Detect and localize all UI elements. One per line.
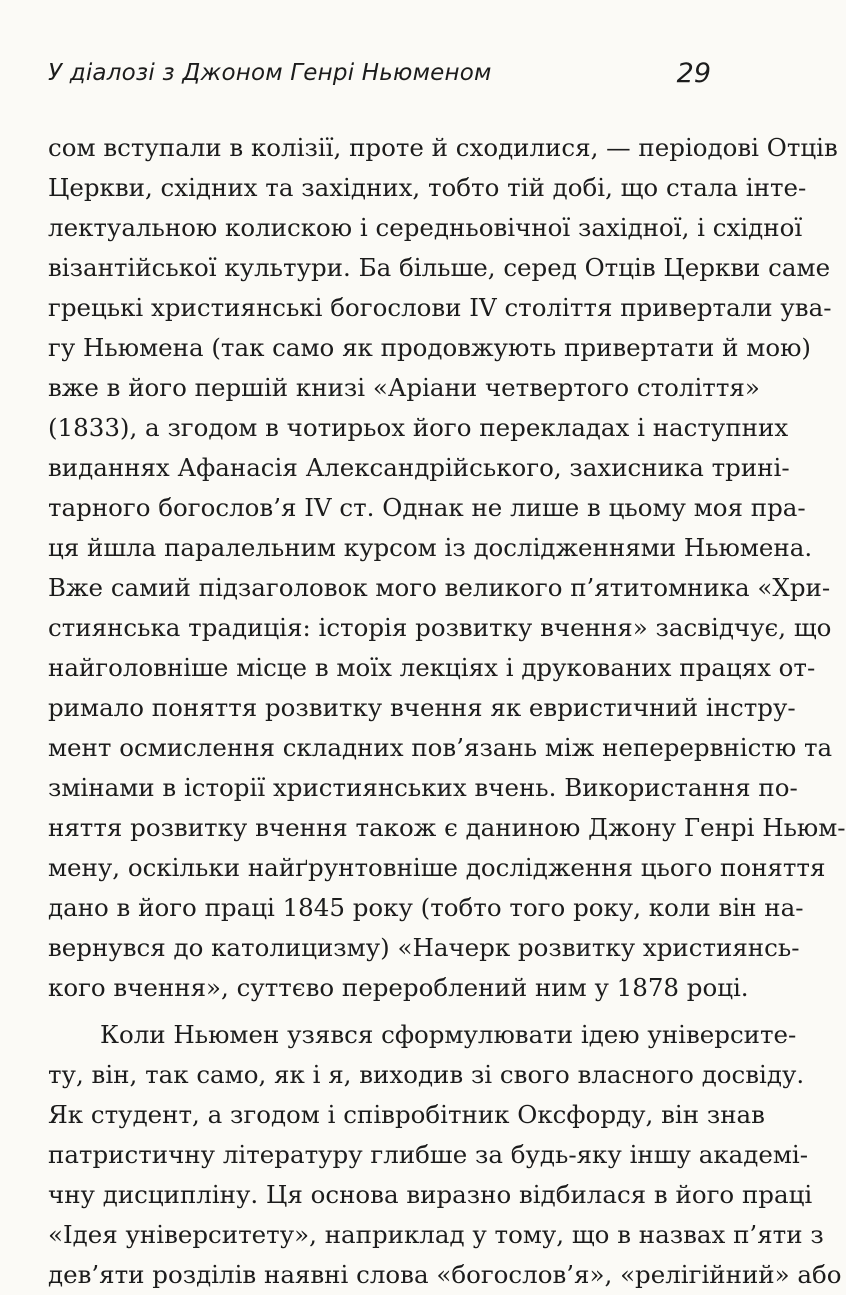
text-line: змінами в історії християнських вчень. Використання по- bbox=[48, 773, 798, 802]
text-line: няття розвитку вчення також є даниною Джону Генрі Ньюм- bbox=[48, 813, 846, 842]
text-line: сом вступали в колізії, проте й сходилися, — періодові Отців bbox=[48, 133, 838, 162]
text-line: Як студент, а згодом і співробітник Оксфорду, він знав bbox=[48, 1100, 765, 1129]
text-line: «Ідея університету», наприклад у тому, що в назвах п’яти з bbox=[48, 1220, 824, 1249]
text-line: чну дисципліну. Ця основа виразно відбилася в його праці bbox=[48, 1180, 813, 1209]
text-line: лектуальною колискою і середньовічної західної, і східної bbox=[48, 213, 803, 242]
text-line: стиянська традиція: історія розвитку вчення» засвідчує, що bbox=[48, 613, 832, 642]
text-line: (1833), а згодом в чотирьох його перекладах і наступних bbox=[48, 413, 789, 442]
text-line: кого вчення», суттєво перероблений ним у 1878 році. bbox=[48, 973, 749, 1002]
text-line: Церкви, східних та західних, тобто тій добі, що стала інте- bbox=[48, 173, 807, 202]
text-line: вернувся до католицизму) «Начерк розвитку християнсь- bbox=[48, 933, 800, 962]
text-line: дано в його праці 1845 року (тобто того року, коли він на- bbox=[48, 893, 804, 922]
text-line: римало поняття розвитку вчення як евристичний інстру- bbox=[48, 693, 796, 722]
page-number: 29 bbox=[676, 58, 711, 89]
running-title: У діалозі з Джоном Генрі Ньюменом bbox=[48, 60, 492, 86]
text-line: патристичну літературу глибше за будь-яку іншу академі- bbox=[48, 1140, 809, 1169]
text-line: виданнях Афанасія Александрійського, захисника трині- bbox=[48, 453, 790, 482]
text-line: мену, оскільки найґрунтовніше дослідження цього поняття bbox=[48, 853, 826, 882]
text-line: Коли Ньюмен узявся сформулювати ідею університе- bbox=[100, 1020, 797, 1049]
text-line: дев’яти розділів наявні слова «богослов’я», «релігійний» або bbox=[48, 1260, 842, 1289]
text-line: тарного богослов’я IV ст. Однак не лише в цьому моя пра- bbox=[48, 493, 806, 522]
text-line: ту, він, так само, як і я, виходив зі свого власного досвіду. bbox=[48, 1060, 805, 1089]
text-line: вже в його першій книзі «Аріани четвертого століття» bbox=[48, 373, 760, 402]
text-line: ця йшла паралельним курсом із дослідженнями Ньюмена. bbox=[48, 533, 813, 562]
text-line: грецькі християнські богослови IV століття привертали ува- bbox=[48, 293, 832, 322]
text-line: гу Ньюмена (так само як продовжують привертати й мою) bbox=[48, 333, 811, 362]
text-line: мент осмислення складних пов’язань між неперервністю та bbox=[48, 733, 833, 762]
text-line: найголовніше місце в моїх лекціях і друкованих працях от- bbox=[48, 653, 816, 682]
text-line: візантійської культури. Ба більше, серед Отців Церкви саме bbox=[48, 253, 831, 282]
text-line: Вже самий підзаголовок мого великого п’ятитомника «Хри- bbox=[48, 573, 831, 602]
